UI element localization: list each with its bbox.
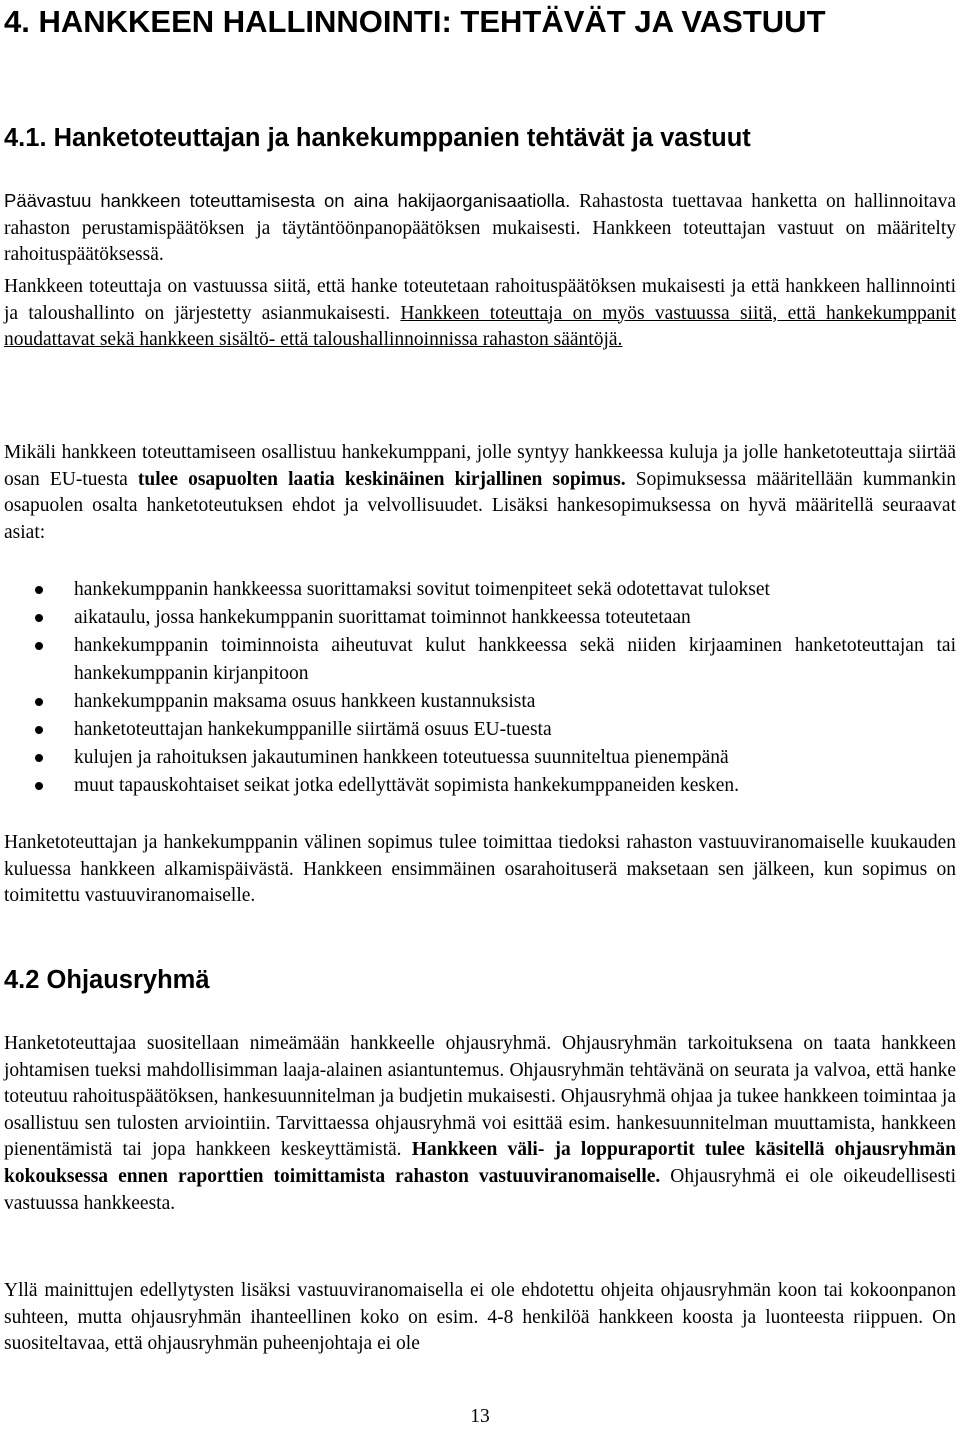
list-item-text: hanketoteuttajan hankekumppanille siirtämä osuus EU-tuesta [74,719,552,740]
paragraph-implementer-responsibility [4,274,956,354]
bullet-icon [35,586,43,594]
bullet-icon [35,754,43,762]
list-item-text: aikataulu, jossa hankekumppanin suorittamat toiminnot hankkeessa toteutetaan [74,607,691,628]
underlined-text: Hankkeen toteuttaja on myös vastuussa siitä, että hankekumppanit noudattavat sekä hankkeen sisältö- että taloushallinnoinnissa rahaston sääntöjä. [4,302,956,351]
section-heading-4-1: 4.1. Hanketoteuttajan ja hankekumppanien tehtävät ja vastuut [4,124,751,152]
bullet-icon [35,698,43,706]
paragraph-text: Hanketoteuttajaa suositellaan nimeämään hankkeelle ohjausryhmä. Ohjausryhmän tarkoituksena on taata hankkeen johtamisen tueksi mahdollisimman laaja-alainen asiantuntemus. Ohjausryhmän tehtävänä on seurata ja valvoa, että hanke toteutuu rahoituspäätöksen, hankesuunnitelman ja budjetin mukaisesti. Ohjausryhmä ohjaa ja tukee hankkeen toimintaa ja osallistuu sen tulosten arviointiin. Tarvittaessa ohjausryhmä voi esittää esim. hankesuunnitelman muuttamista, hankkeen pienentämistä tai jopa hankkeen keskeyttämistä. [4,1033,956,1161]
paragraph-text: Mikäli hankkeen toteuttamiseen osallistuu hankekumppani, jolle syntyy hankkeessa kuluja ja jolle hanketoteuttaja siirtää osan EU-tuesta [4,442,956,490]
list-item-text: hankekumppanin hankkeessa suorittamaksi sovitut toimenpiteet sekä odotettavat tulokset [74,579,770,600]
paragraph-steering-group-size: Yllä mainittujen edellytysten lisäksi vastuuviranomaisella ei ole ehdotettu ohjeita ohjausryhmän koon tai kokoonpanon suhteen, mutta ohjausryhmän ihanteellinen koko on esim. 4-8 henkilöä hankkeen koosta ja luonteesta riippuen. On suositeltavaa, että ohjausryhmän puheenjohtaja ei ole [4,1280,956,1355]
list-item [0,604,956,632]
list-item-text: kulujen ja rahoituksen jakautuminen hankkeen toteutuessa suunniteltua pienempänä [74,747,729,768]
paragraph-text-sans: Päävastuu hankkeen toteuttamisesta on aina hakijaorganisaatiolla. [4,190,571,211]
paragraph-spacer [390,303,400,324]
paragraph-agreement-delivery: Hanketoteuttajan ja hankekumppanin välinen sopimus tulee toimittaa tiedoksi rahaston vastuuviranomaiselle kuukauden kuluessa hankkeen alkamispäivästä. Hankkeen ensimmäinen osarahoituserä maksetaan sen jälkeen, kun sopimus on toimitettu vastuuviranomaiselle. [4,832,956,907]
list-item-text: hankekumppanin toiminnoista aiheutuvat kulut hankkeessa sekä niiden kirjaaminen hanketoteuttajan tai hankekumppanin kirjanpitoon [74,635,956,684]
paragraph-steering-group [4,1031,956,1217]
agreement-items-list [0,576,956,800]
section-heading-4-2: 4.2 Ohjausryhmä [4,966,210,994]
paragraph-text: Sopimuksessa määritellään kummankin osapuolen osalta hanketoteutuksen ehdot ja velvollisuudet. Lisäksi hankesopimuksessa on hyvä määritellä seuraavat asiat: [4,468,956,543]
bullet-icon [35,726,43,734]
list-item [0,744,956,772]
bullet-icon [35,782,43,790]
paragraph-partner-agreement [4,440,956,546]
bullet-icon [35,642,43,650]
paragraph-text: Hankkeen toteuttaja on vastuussa siitä, että hanke toteutetaan rahoituspäätöksen mukaisesti ja että hankkeen hallinnointi ja taloushallinto on järjestetty asianmukaisesti. [4,276,956,324]
list-item-text: muut tapauskohtaiset seikat jotka edellyttävät sopimista hankekumppaneiden kesken. [74,775,739,796]
page-number: 13 [470,1406,490,1427]
bullet-icon [35,614,43,622]
paragraph-text: Ohjausryhmä ei ole oikeudellisesti vastuussa hankkeesta. [4,1165,956,1214]
paragraph-text: Rahastosta tuettavaa hanketta on hallinnoitava rahaston perustamispäätöksen ja täytäntöönpanopäätöksen mukaisesti. Hankkeen toteuttajan vastuut on määritelty rahoituspäätöksessä. [4,191,956,266]
list-item [0,688,956,716]
main-heading: 4. HANKKEEN HALLINNOINTI: TEHTÄVÄT JA VASTUUT [4,4,826,39]
list-item-text: hankekumppanin maksama osuus hankkeen kustannuksista [74,691,536,712]
bold-text: tulee osapuolten laatia keskinäinen kirjallinen sopimus. [137,468,626,490]
list-item [0,772,956,800]
bold-text: Hankkeen väli- ja loppuraportit tulee käsitellä ohjausryhmän kokouksessa ennen raporttien toimittamista rahaston vastuuviranomaiselle. [4,1139,956,1187]
list-item [0,632,956,688]
list-item [0,576,956,604]
paragraph-primary-responsibility [4,188,956,269]
list-item [0,716,956,744]
